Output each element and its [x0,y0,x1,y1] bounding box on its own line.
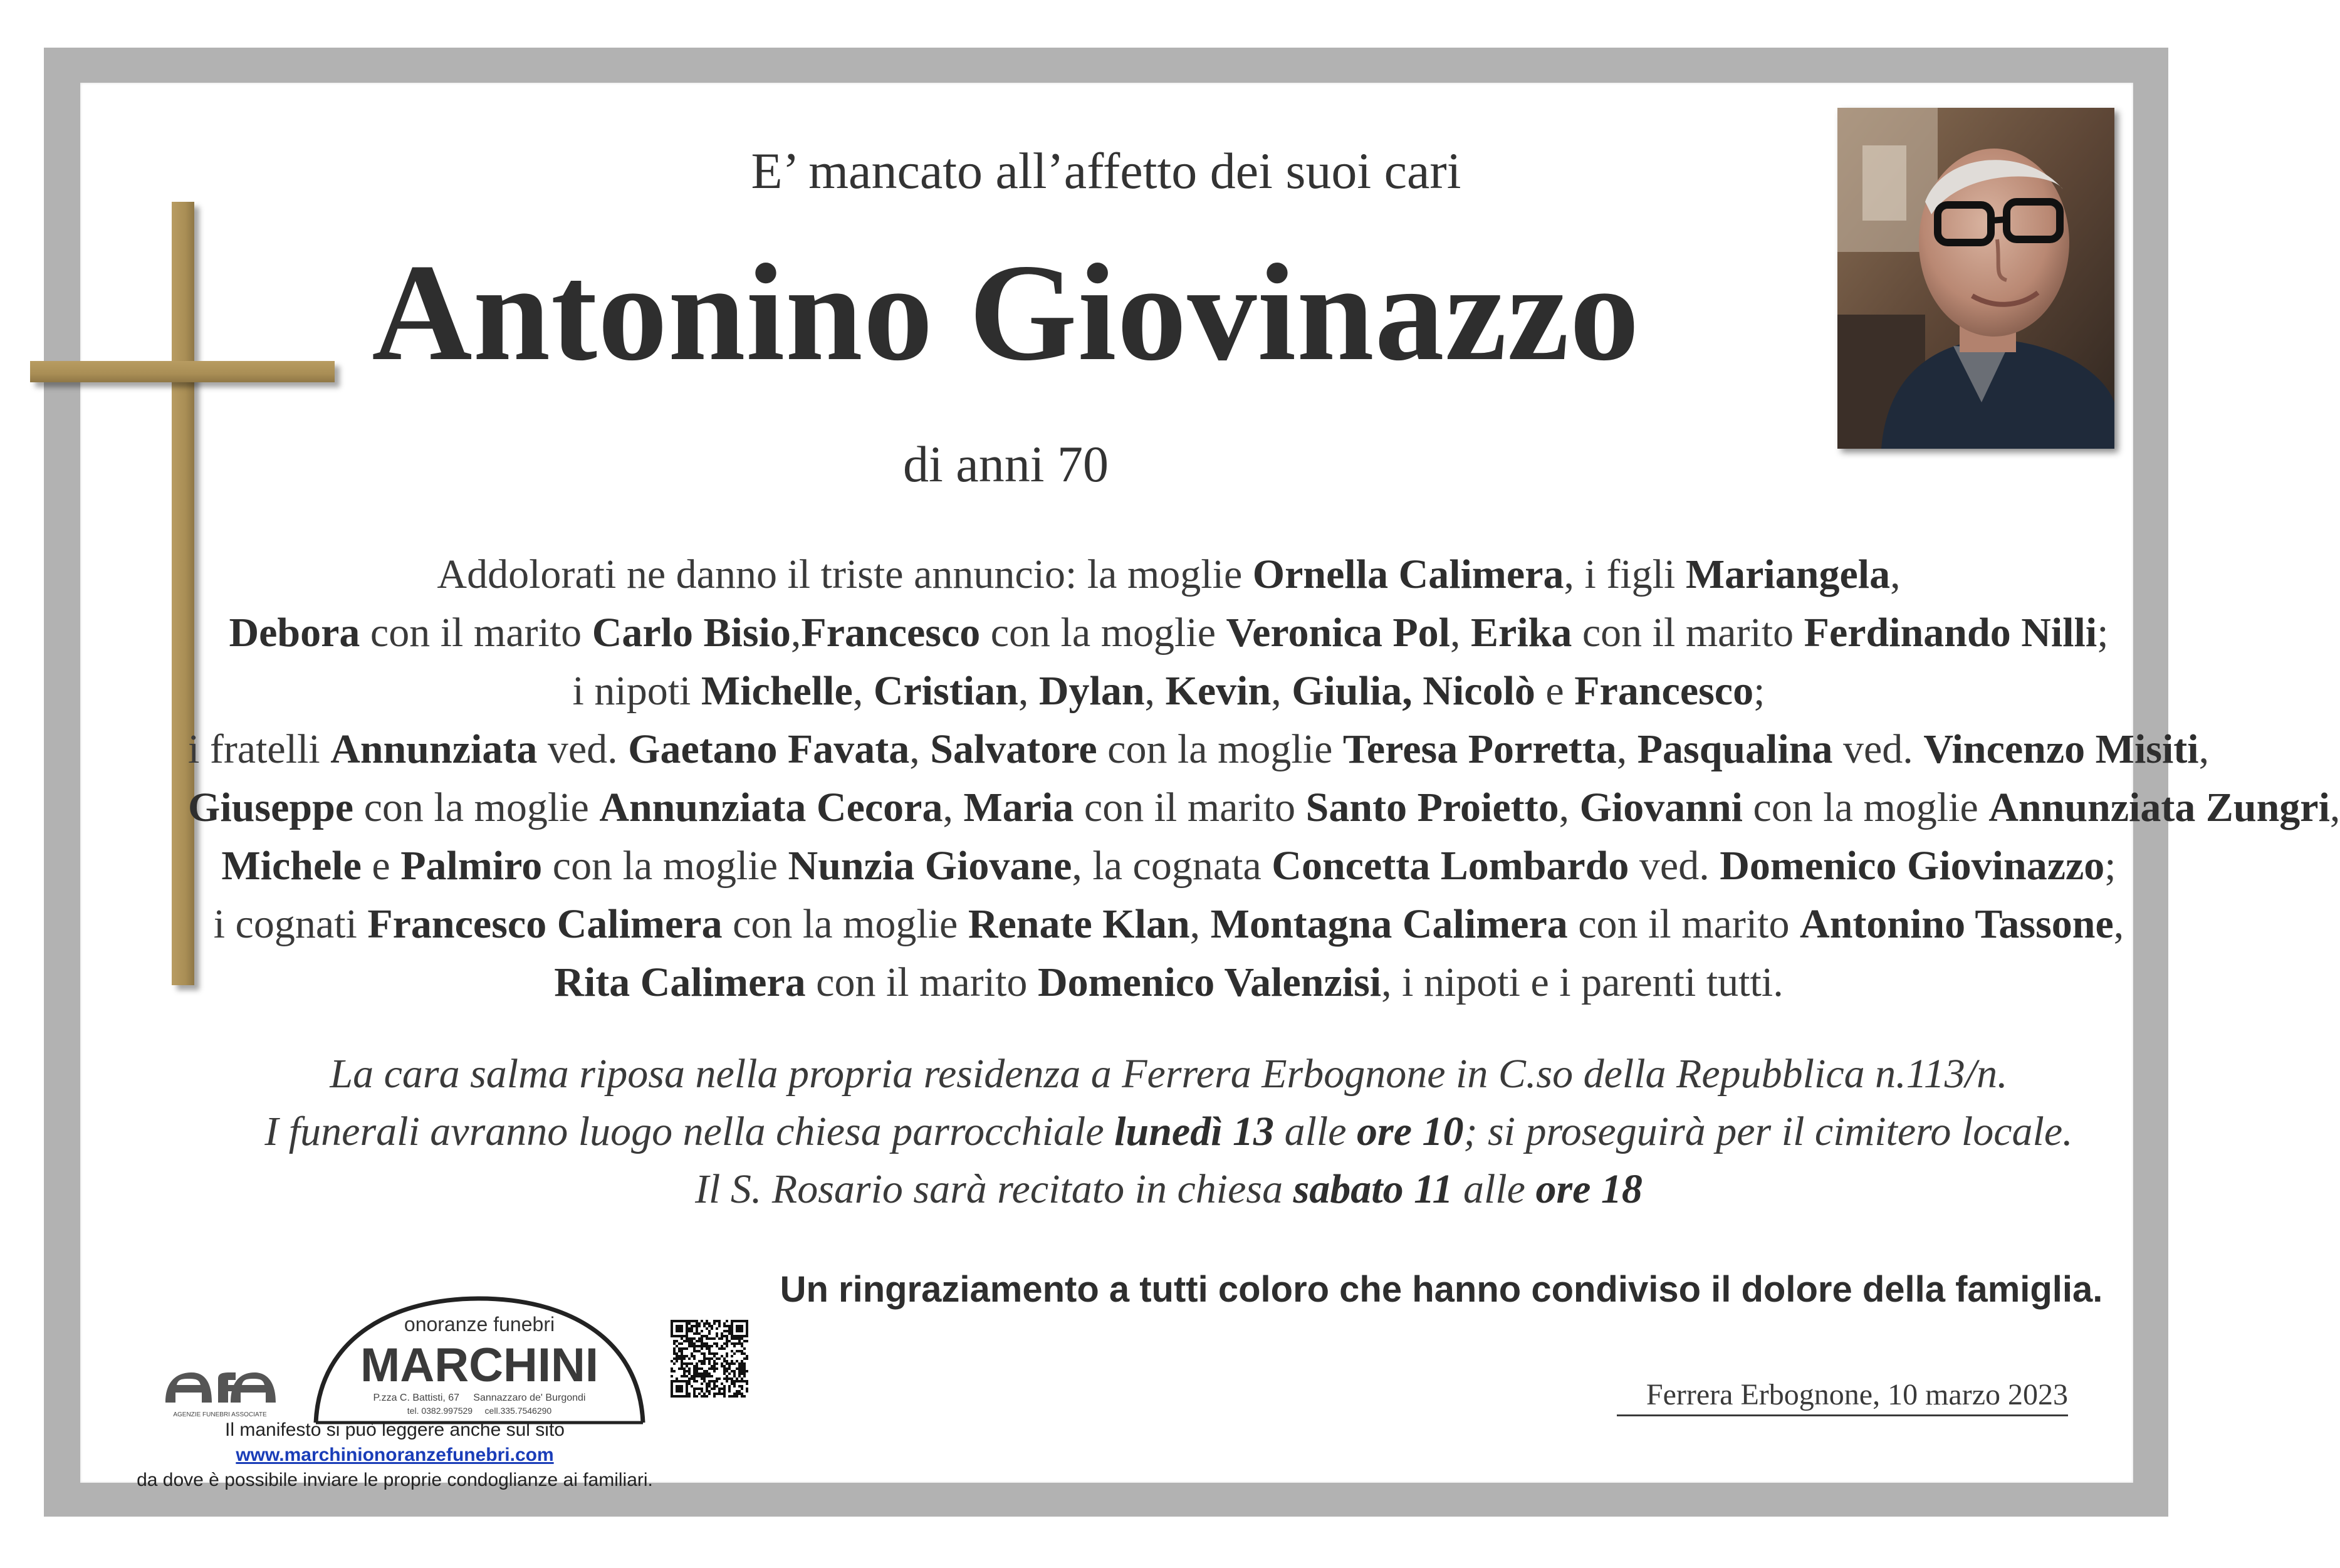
footer-line-1 [81,1418,708,1468]
highlighted-text: Kevin [1165,668,1272,714]
text-segment: , [1018,668,1039,714]
place-and-date: Ferrera Erbognone, 10 marzo 2023 [1617,1377,2068,1416]
funeral-info [188,1045,2149,1218]
text-segment: , [790,610,802,656]
marchini-logo [307,1280,652,1425]
text-segment: con la moglie [353,785,600,830]
text-segment: con il marito [1073,785,1306,830]
highlighted-text: Debora [229,610,360,656]
highlighted-text: Nunzia Giovane [788,843,1072,889]
agency-tagline: onoranze funebri [404,1313,555,1335]
text-segment: ved. [1629,843,1720,889]
family-line [188,895,2149,953]
highlighted-text: Annunziata Zungri [1988,785,2330,830]
highlighted-text: Nicolò [1423,668,1535,714]
thanks-message: Un ringraziamento a tutti coloro che hanno condiviso il dolore della famiglia. [780,1269,2103,1310]
family-line [188,662,2149,720]
text-segment: , [1616,726,1637,772]
highlighted-text: Michelle [701,668,853,714]
highlighted-text: Salvatore [930,726,1097,772]
highlighted-text: Giuseppe [188,785,354,830]
highlighted-text: Pasqualina [1637,726,1833,772]
highlighted-text: Erika [1471,610,1572,656]
text-segment: i fratelli [188,726,331,772]
afa-logo [160,1354,279,1423]
text-segment: , [1189,901,1211,947]
highlighted-text: Antonino Tassone [1800,901,2114,947]
highlighted-text: Mariangela [1685,551,1891,597]
highlighted-text: Maria [963,785,1074,830]
highlighted-text: sabato 11 [1293,1166,1453,1212]
intro-line: E’ mancato all’affetto dei suoi cari [751,142,1461,199]
family-announcement [188,545,2340,1011]
text-segment: con il marito [360,610,592,656]
highlighted-text: Michele [221,843,362,889]
text-segment [1413,668,1423,714]
text-segment: e [1535,668,1575,714]
text-segment: ; [2097,610,2109,656]
text-segment: alle [1453,1166,1536,1212]
highlighted-text: Francesco [801,610,981,656]
highlighted-text: Francesco [1574,668,1754,714]
text-segment: , [1890,551,1901,597]
text-segment: i cognati [213,901,368,947]
footer-prefix: Il manifesto si può leggere anche sul sito [225,1419,565,1440]
text-segment: , [909,726,931,772]
highlighted-text: Francesco Calimera [367,901,723,947]
highlighted-text: Gaetano Favata [628,726,910,772]
highlighted-text: Domenico Valenzisi [1037,959,1382,1005]
afa-caption: AGENZIE FUNEBRI ASSOCIATE [173,1411,267,1418]
highlighted-text: Ornella Calimera [1252,551,1564,597]
text-segment: e [361,843,401,889]
family-line [188,837,2149,895]
text-segment: , [2329,785,2340,830]
footer-line-2: da dove è possibile inviare le proprie condoglianze ai familiari. [137,1470,653,1490]
family-line [188,604,2149,662]
text-segment: con la moglie [1097,726,1343,772]
highlighted-text: Domenico Giovinazzo [1720,843,2105,889]
highlighted-text: Veronica Pol [1226,610,1450,656]
text-segment: , i nipoti e i parenti tutti. [1381,959,1784,1005]
text-segment: , la cognata [1072,843,1272,889]
deceased-age: di anni 70 [903,436,1109,493]
footer-note [81,1418,708,1493]
text-segment: ved. [537,726,629,772]
highlighted-text: Dylan [1038,668,1145,714]
highlighted-text: ore 10 [1357,1109,1464,1154]
text-segment: , [1271,668,1292,714]
agency-address: P.zza C. Battisti, 67 Sannazzaro de' Burgondi [373,1393,586,1403]
text-segment: con la moglie [542,843,788,889]
text-segment: Il S. Rosario sarà recitato in chiesa [695,1166,1293,1212]
text-segment: , [852,668,874,714]
family-line [188,545,2149,604]
qr-code[interactable] [668,1317,751,1400]
highlighted-text: Ferdinando Nilli [1804,610,2097,656]
highlighted-text: Giulia, [1292,668,1413,714]
text-segment: con il marito [805,959,1038,1005]
highlighted-text: Renate Klan [968,901,1190,947]
text-segment: Addolorati ne danno il triste annuncio: la moglie [437,551,1253,597]
text-segment: alle [1274,1109,1357,1154]
highlighted-text: Annunziata Cecora [599,785,943,830]
text-segment: con la moglie [1743,785,1989,830]
text-segment: ; si proseguirà per il cimitero locale. [1463,1109,2073,1154]
text-segment: , [2113,901,2124,947]
text-segment: con il marito [1572,610,1804,656]
agency-name: MARCHINI [360,1339,598,1392]
family-line [188,720,2210,778]
highlighted-text: Rita Calimera [554,959,806,1005]
text-segment: i nipoti [572,668,701,714]
text-segment: ved. [1832,726,1924,772]
family-line [188,778,2340,837]
text-segment: , [1559,785,1580,830]
info-line [188,1045,2149,1103]
text-segment: con il marito [1567,901,1800,947]
text-segment: ; [1753,668,1765,714]
highlighted-text: Annunziata [330,726,538,772]
highlighted-text: Palmiro [400,843,543,889]
highlighted-text: Carlo Bisio [592,610,791,656]
text-segment: , i figli [1564,551,1686,597]
info-line [188,1161,2149,1218]
highlighted-text: ore 18 [1535,1166,1643,1212]
text-segment: con la moglie [722,901,968,947]
highlighted-text: Giovanni [1579,785,1743,830]
website-link[interactable]: www.marchinionoranzefunebri.com [236,1445,554,1465]
family-line [188,953,2149,1011]
text-segment: ; [2104,843,2116,889]
text-segment: con la moglie [980,610,1226,656]
text-segment: I funerali avranno luogo nella chiesa parrocchiale [264,1109,1115,1154]
text-segment: , [943,785,964,830]
highlighted-text: Teresa Porretta [1342,726,1617,772]
agency-phones: tel. 0382.997529 cell.335.7546290 [407,1406,552,1416]
highlighted-text: Cristian [873,668,1018,714]
text-segment: La cara salma riposa nella propria residenza a Ferrera Erbognone in C.so della Repubblica n.113/n. [330,1051,2008,1097]
highlighted-text: Santo Proietto [1305,785,1559,830]
highlighted-text: Vincenzo Misiti [1923,726,2199,772]
highlighted-text: lunedì 13 [1114,1109,1275,1154]
text-segment: , [1144,668,1166,714]
text-segment: , [2198,726,2210,772]
highlighted-text: Concetta Lombardo [1272,843,1629,889]
deceased-name: Antonino Giovinazzo [372,236,1640,390]
info-line [188,1103,2149,1161]
highlighted-text: Montagna Calimera [1210,901,1568,947]
text-segment: , [1450,610,1471,656]
